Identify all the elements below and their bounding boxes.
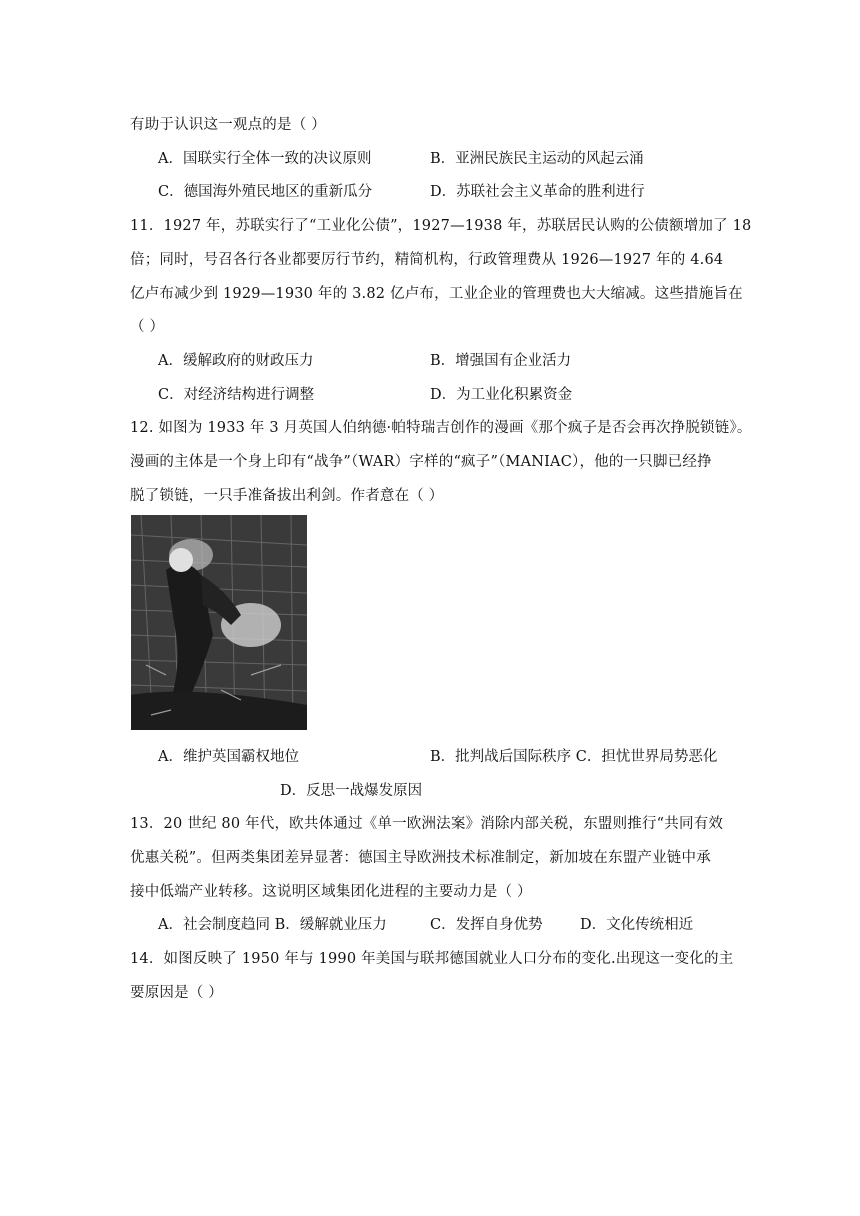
q12-option-d: D．反思一战爆发原因	[280, 783, 423, 799]
q14-stem-line-2: 要原因是（ ）	[130, 985, 224, 1001]
q11-stem-line-2: 倍；同时，号召各行各业都要厉行节约，精简机构，行政管理费从 1926—1927 年的 4.64	[130, 252, 724, 268]
q12-stem-line-3: 脱了锁链，一只手准备拔出利剑。作者意在（ ）	[130, 488, 444, 504]
q13-stem-line-1: 13．20 世纪 80 年代，欧共体通过《单一欧洲法案》消除内部关税，东盟则推行“共同有效	[130, 816, 724, 832]
q12-option-bc: B．批判战后国际秩序 C．担忧世界局势恶化	[430, 749, 718, 765]
q13-option-c: C．发挥自身优势	[430, 917, 543, 933]
q13-stem-line-2: 优惠关税”。但两类集团差异显著：德国主导欧洲技术标准制定，新加坡在东盟产业链中承	[130, 850, 711, 866]
q10-option-b: B．亚洲民族民主运动的风起云涌	[430, 151, 644, 167]
q13-option-d: D．文化传统相近	[580, 917, 694, 933]
q12-stem-line-1: 12. 如图为 1933 年 3 月英国人伯纳德·帕特瑞吉创作的漫画《那个疯子是否会再次挣脱锁链》。	[130, 420, 752, 436]
q11-option-c: C．对经济结构进行调整	[158, 387, 315, 403]
q13-option-ab: A．社会制度趋同 B．缓解就业压力	[158, 917, 387, 933]
q11-option-b: B．增强国有企业活力	[430, 353, 572, 369]
q10-option-c: C．德国海外殖民地区的重新瓜分	[158, 184, 373, 200]
q10-stem-tail: 有助于认识这一观点的是（ ）	[130, 117, 326, 133]
q10-option-d: D．苏联社会主义革命的胜利进行	[430, 184, 645, 200]
q13-stem-line-3: 接中低端产业转移。这说明区域集团化进程的主要动力是（ ）	[130, 884, 532, 900]
q11-stem-line-1: 11．1927 年，苏联实行了“工业化公债”，1927—1938 年，苏联居民认购的公债额增加了 18	[130, 218, 752, 234]
q11-option-d: D．为工业化积累资金	[430, 387, 573, 403]
q12-stem-line-2: 漫画的主体是一个身上印有“战争”（WAR）字样的“疯子”（MANIAC），他的一只脚已经挣	[130, 454, 712, 470]
q12-option-a: A．维护英国霸权地位	[158, 749, 299, 765]
q11-stem-line-3: 亿卢布减少到 1929—1930 年的 3.82 亿卢布，工业企业的管理费也大大缩减。这些措施旨在	[130, 286, 743, 302]
q11-stem-line-4: （ ）	[130, 319, 165, 335]
q11-option-a: A．缓解政府的财政压力	[158, 353, 314, 369]
cartoon-image	[131, 515, 307, 730]
q14-stem-line-1: 14．如图反映了 1950 年与 1990 年美国与联邦德国就业人口分布的变化.出现这一变化的主	[130, 951, 734, 967]
q10-option-a: A．国联实行全体一致的决议原则	[158, 151, 372, 167]
